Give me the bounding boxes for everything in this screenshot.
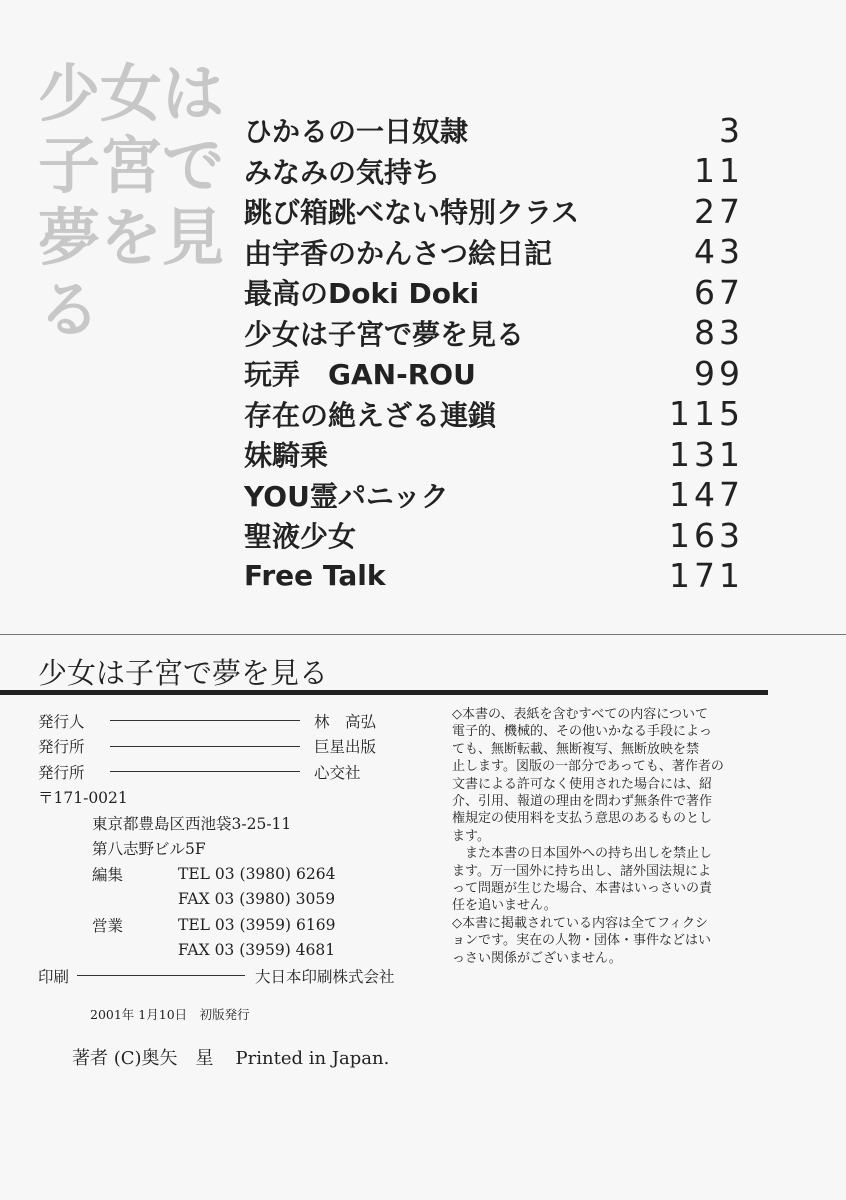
toc-entry: [244, 353, 754, 394]
cover-title-line: 少女は: [38, 57, 225, 130]
toc-page: 67: [694, 272, 744, 312]
toc-title: Free Talk: [244, 559, 386, 593]
phone-number: TEL 03 (3980) 6264: [178, 864, 336, 883]
cover-title-watermark: [38, 58, 248, 346]
notice-line: 止します。図版の一部分であっても、著作者の: [452, 759, 724, 775]
address-line: 東京都豊島区西池袋3-25-11: [92, 814, 292, 833]
toc-page: 171: [669, 556, 744, 596]
table-of-contents: [244, 110, 754, 596]
toc-entry: [244, 232, 754, 273]
sales-fax-row: [38, 938, 433, 964]
toc-page: 147: [669, 475, 744, 515]
toc-title: 跳び箱跳べない特別クラス: [244, 196, 580, 230]
toc-title: YOU霊パニック: [244, 479, 449, 513]
leader-line: [110, 746, 300, 747]
notice-line: って問題が生じた場合、本書はいっさいの責: [452, 881, 713, 897]
cover-title-line: 夢を見: [38, 201, 225, 274]
fax-number: FAX 03 (3980) 3059: [178, 890, 336, 909]
toc-entry: [244, 394, 754, 435]
notice-line: ョンです。実在の人物・団体・事件などはい: [452, 933, 711, 949]
colophon-row: [38, 708, 433, 734]
toc-entry: [244, 515, 754, 556]
dept-label: 営業: [92, 916, 124, 935]
cover-title-line: る: [38, 273, 101, 346]
toc-title: みなみの気持ち: [244, 155, 441, 189]
notice-line: 電子的、機械的、その他いかなる手段によっ: [452, 724, 713, 740]
toc-title: 少女は子宮で夢を見る: [244, 317, 525, 351]
colophon-value: 巨星出版: [314, 738, 377, 757]
notice-line: 介、引用、報道の理由を問わず無条件で著作: [452, 794, 713, 810]
colophon-row: [38, 734, 433, 760]
toc-page: 115: [669, 394, 744, 434]
book-title: 少女は子宮で夢を見る: [38, 656, 329, 690]
printer-row: [38, 963, 433, 989]
toc-title: 聖液少女: [244, 520, 357, 554]
notice-line: ます。万一国外に持ち出し、諸外国法規によ: [452, 863, 711, 879]
notice-line: ◇本書に掲載されている内容は全てフィクシ: [452, 915, 708, 931]
toc-page: 131: [669, 434, 744, 474]
address-line: 第八志野ビル5F: [92, 840, 206, 859]
notice-line: っさい関係がございません。: [452, 950, 622, 966]
toc-entry: [244, 110, 754, 151]
toc-page: 27: [694, 191, 744, 231]
toc-page: 163: [669, 515, 744, 555]
leader-line: [110, 771, 300, 772]
colophon: [38, 708, 433, 989]
colophon-value: 心交社: [314, 763, 361, 782]
author-line: [72, 1044, 389, 1070]
cover-title-line: 子宮で: [38, 129, 225, 202]
toc-title: 妹騎乗: [244, 439, 329, 473]
colophon-row: [38, 759, 433, 785]
notice-line: 任を追いません。: [452, 898, 557, 914]
copyright-notice: [452, 706, 772, 967]
toc-title: 存在の絶えざる連鎖: [244, 398, 497, 432]
notice-line: 文書による許可なく使用された場合には、紹: [452, 776, 713, 792]
leader-line: [110, 720, 300, 721]
notice-line: ても、無断転載、無断複写、無断放映を禁: [452, 741, 700, 757]
toc-title: 最高のDoki Doki: [244, 277, 480, 311]
toc-entry: [244, 475, 754, 516]
notice-line: ます。: [452, 828, 490, 844]
notice-line: また本書の日本国外への持ち出しを禁止し: [452, 846, 713, 862]
toc-page: 3: [719, 110, 744, 150]
phone-number: TEL 03 (3959) 6169: [178, 915, 336, 934]
toc-page: 83: [694, 313, 744, 353]
postal-code: 〒171-0021: [38, 789, 128, 808]
dept-label: 編集: [92, 865, 124, 884]
notice-line: 権規定の使用料を支払う意思のあるものとし: [452, 811, 713, 827]
toc-entry: [244, 272, 754, 313]
colophon-label: 発行所: [38, 738, 85, 757]
colophon-label: 印刷: [38, 967, 70, 986]
author-credit: 著者 (C)奥矢 星: [72, 1048, 214, 1069]
toc-title: ひかるの一日奴隷: [244, 115, 469, 149]
toc-entry: [244, 191, 754, 232]
printed-in: Printed in Japan.: [235, 1048, 390, 1069]
notice-line: ◇本書の、表紙を含むすべての内容について: [452, 707, 708, 722]
toc-title: 玩弄 GAN-ROU: [244, 358, 476, 392]
toc-entry: [244, 313, 754, 354]
toc-page: 99: [694, 353, 744, 393]
leader-line: [77, 975, 245, 976]
toc-page: 11: [694, 151, 744, 191]
colophon-label: 発行人: [38, 712, 85, 731]
divider-thick: [0, 690, 768, 695]
toc-title: 由宇香のかんさつ絵日記: [244, 236, 553, 270]
toc-page: 43: [694, 232, 744, 272]
toc-entry: [244, 151, 754, 192]
toc-entry: [244, 556, 754, 597]
editorial-tel-row: [38, 861, 433, 887]
divider: [0, 634, 846, 635]
editorial-fax-row: [38, 887, 433, 913]
fax-number: FAX 03 (3959) 4681: [178, 941, 336, 960]
colophon-value: 林 高弘: [314, 712, 377, 731]
sales-tel-row: [38, 912, 433, 938]
publication-date: 2001年 1月10日 初版発行: [90, 1007, 250, 1022]
toc-entry: [244, 434, 754, 475]
colophon-value: 大日本印刷株式会社: [255, 967, 395, 986]
colophon-label: 発行所: [38, 763, 85, 782]
